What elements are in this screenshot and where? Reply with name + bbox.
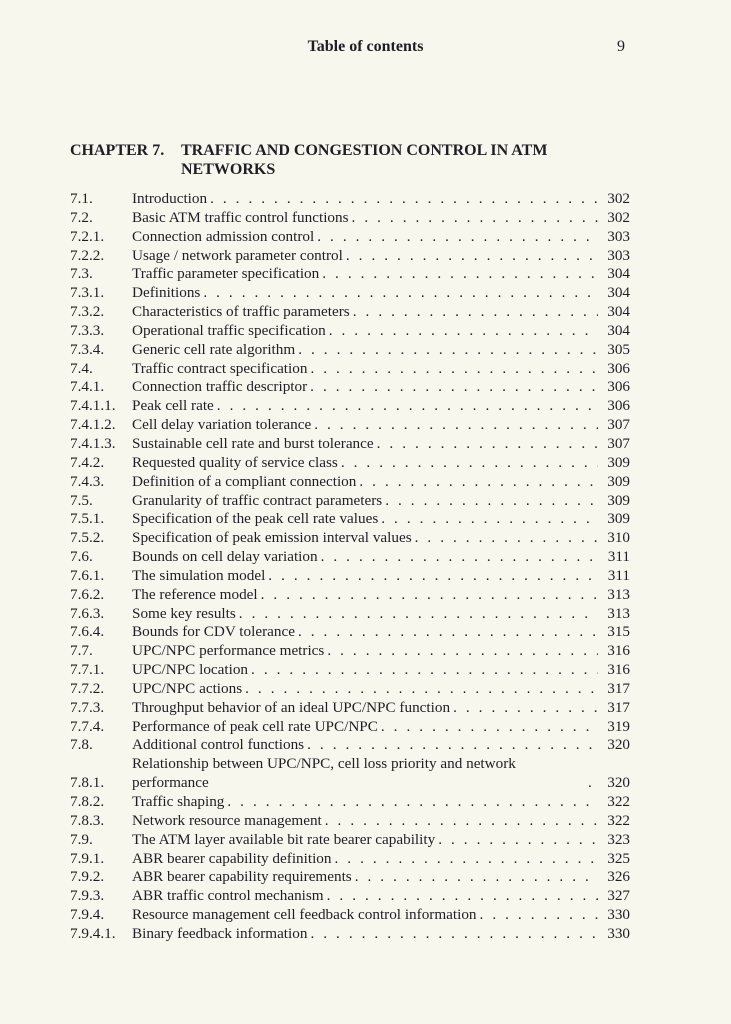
toc-entry (70, 868, 630, 887)
toc-entry-page: 325 (607, 849, 630, 867)
running-header (0, 38, 731, 62)
dot-leader (314, 416, 598, 435)
toc-entry (70, 416, 630, 435)
dot-leader (298, 623, 598, 642)
toc-entry-title: Usage / network parameter control (132, 246, 343, 264)
toc-entry-page: 320 (607, 774, 630, 792)
toc-entry-title: Introduction (132, 190, 208, 207)
toc-entry-page: 330 (607, 924, 630, 942)
toc-entry-page: 306 (607, 359, 630, 377)
toc-entry (70, 699, 630, 718)
page-number: 9 (617, 38, 625, 55)
dot-leader (251, 661, 598, 680)
toc-entry-number: 7.4.1. (70, 378, 105, 396)
toc-entry-page: 309 (607, 491, 630, 509)
toc-entry-number: 7.6.2. (70, 585, 105, 603)
chapter-title: TRAFFIC AND CONGESTION CONTROL IN ATM NETWORKS (181, 142, 548, 178)
toc-entry (70, 228, 630, 247)
toc-entry-page: 303 (607, 227, 630, 245)
toc-entry-page: 315 (607, 623, 630, 641)
toc-entry-title: Peak cell rate (132, 397, 214, 415)
dot-leader (307, 736, 598, 755)
toc-entry-title: Characteristics of traffic parameters (132, 303, 350, 321)
dot-leader (298, 341, 598, 360)
toc-entry (70, 906, 630, 925)
toc-entry-title: ABR traffic control mechanism (132, 887, 324, 905)
toc-entry-number: 7.4.1.2. (70, 416, 116, 434)
toc-entry-title: Resource management cell feedback control information (132, 906, 477, 924)
toc-entry-number: 7.8.1. (70, 774, 105, 792)
dot-leader (453, 699, 598, 718)
toc-entry-page: 304 (607, 265, 630, 283)
toc-entry-page: 323 (607, 830, 630, 848)
toc-entry (70, 209, 630, 228)
toc-entry-title: ABR bearer capability definition (132, 849, 332, 867)
toc-entry-title: Additional control functions (132, 736, 305, 754)
toc-entry-page: 304 (607, 284, 630, 302)
dot-leader (341, 454, 598, 473)
toc-entry (70, 284, 630, 303)
toc-entry (70, 605, 630, 624)
toc-entry-title: Some key results (132, 604, 236, 622)
toc-entry-number: 7.4. (70, 359, 93, 377)
toc-entry-number: 7.7.4. (70, 717, 105, 735)
toc-entry-title: Connection traffic descriptor (132, 378, 308, 396)
toc-list (70, 190, 630, 944)
toc-entry-number: 7.4.1.1. (70, 397, 116, 415)
toc-entry (70, 887, 630, 906)
toc-entry (70, 473, 630, 492)
dot-leader (325, 812, 598, 831)
toc-entry-title: Binary feedback information (132, 924, 308, 942)
toc-entry (70, 793, 630, 812)
dot-leader (377, 435, 598, 454)
toc-entry-page: 330 (607, 906, 630, 924)
toc-entry (70, 812, 630, 831)
dot-leader (329, 322, 598, 341)
toc-entry (70, 548, 630, 567)
toc-entry-number: 7.6.4. (70, 623, 105, 641)
toc-entry-number: 7.8.2. (70, 793, 105, 810)
dot-leader (359, 473, 598, 492)
toc-entry-page: 319 (607, 717, 630, 735)
dot-leader (217, 397, 598, 416)
toc-entry-page: 327 (607, 887, 630, 905)
toc-entry-title: Bounds on cell delay variation (132, 548, 318, 566)
toc-entry-title: Specification of the peak cell rate values (132, 510, 379, 528)
toc-entry (70, 397, 630, 416)
toc-entry-number: 7.6.1. (70, 566, 105, 584)
toc-entry-page: 316 (607, 661, 630, 679)
toc-entry-number: 7.9.4. (70, 906, 105, 924)
dot-leader (352, 209, 598, 228)
toc-entry-page: 307 (607, 416, 630, 434)
toc-entry-page: 311 (607, 548, 630, 566)
toc-entry-page: 313 (607, 585, 630, 603)
toc-entry-number: 7.3.3. (70, 321, 105, 339)
dot-leader (415, 529, 598, 548)
toc-entry (70, 341, 630, 360)
toc-entry (70, 623, 630, 642)
toc-entry-page: 305 (607, 340, 630, 358)
toc-entry-number: 7.2.2. (70, 246, 105, 264)
toc-entry (70, 303, 630, 322)
toc-entry-number: 7.4.2. (70, 453, 105, 471)
toc-entry-number: 7.7.2. (70, 679, 105, 697)
toc-entry-title: UPC/NPC location (132, 661, 249, 679)
dot-leader (227, 793, 598, 812)
toc-entry-title: The ATM layer available bit rate bearer capability (132, 830, 436, 848)
toc-entry-title: Traffic contract specification (132, 359, 308, 377)
dot-leader (310, 925, 598, 944)
toc-entry (70, 492, 630, 511)
toc-entry-page: 322 (607, 811, 630, 829)
toc-entry-title: Traffic shaping (132, 793, 225, 810)
toc-entry-title: ABR bearer capability requirements (132, 868, 352, 886)
toc-entry-page: 313 (607, 604, 630, 622)
toc-entry (70, 435, 630, 454)
toc-entry-title: Granularity of traffic contract parameters (132, 491, 383, 509)
toc-entry-title: The reference model (132, 585, 258, 603)
dot-leader (321, 548, 598, 567)
toc-entry-title: Definitions (132, 284, 201, 302)
dot-leader (239, 605, 598, 624)
toc-entry (70, 322, 630, 341)
dot-leader (327, 887, 598, 906)
toc-entry-title: Cell delay variation tolerance (132, 416, 312, 434)
toc-entry (70, 510, 630, 529)
dot-leader (322, 265, 598, 284)
toc-entry (70, 718, 630, 737)
toc-entry-number: 7.7.3. (70, 698, 105, 716)
toc-entry-number: 7.4.3. (70, 472, 105, 490)
toc-entry-title: Traffic parameter specification (132, 265, 320, 283)
toc-entry-number: 7.9.1. (70, 849, 105, 867)
toc-entry (70, 247, 630, 266)
toc-entry-page: 309 (607, 453, 630, 471)
dot-leader (334, 850, 598, 869)
chapter-label: CHAPTER 7. (70, 142, 165, 159)
toc-entry-title: Operational traffic specification (132, 321, 326, 339)
dot-leader (203, 284, 598, 303)
toc-entry-number: 7.3.2. (70, 303, 105, 321)
dot-leader (268, 567, 598, 586)
dot-leader (245, 680, 598, 699)
running-title: Table of contents (307, 38, 424, 55)
toc-entry-number: 7.5.1. (70, 510, 105, 528)
toc-entry-number: 7.5. (70, 491, 93, 509)
toc-entry-page: 306 (607, 397, 630, 415)
toc-entry-page: 304 (607, 321, 630, 339)
toc-entry (70, 925, 630, 944)
chapter-heading (70, 141, 630, 179)
toc-entry (70, 360, 630, 379)
toc-entry (70, 736, 630, 755)
toc-entry (70, 642, 630, 661)
toc-entry-title: Basic ATM traffic control functions (132, 208, 349, 226)
toc-entry-page: 317 (607, 698, 630, 716)
toc-entry-title: Requested quality of service class (132, 453, 338, 471)
dot-leader (480, 906, 598, 925)
toc-entry-number: 7.8.3. (70, 811, 105, 829)
toc-entry-title: Sustainable cell rate and burst tolerance (132, 434, 374, 452)
toc-entry-page: 322 (607, 793, 630, 810)
toc-entry-page: 316 (607, 642, 630, 660)
toc-entry (70, 661, 630, 680)
toc-entry (70, 586, 630, 605)
toc-entry-page: 311 (607, 566, 630, 584)
dot-leader (310, 378, 598, 397)
toc-entry-page: 320 (607, 736, 630, 754)
toc-entry-page: 317 (607, 679, 630, 697)
dot-leader (261, 586, 598, 605)
dot-leader (438, 831, 598, 850)
toc-entry-title: Connection admission control (132, 227, 315, 245)
toc-entry-title: UPC/NPC actions (132, 679, 243, 697)
toc-entry-page: 302 (607, 208, 630, 226)
toc-entry-number: 7.3.4. (70, 340, 105, 358)
toc-entry-number: 7.9.4.1. (70, 924, 116, 942)
toc-entry-page: 310 (607, 529, 630, 547)
dot-leader (355, 868, 598, 887)
toc-entry-title: Relationship between UPC/NPC, cell loss priority and network performance (132, 755, 516, 792)
toc-entry-page: 326 (607, 868, 630, 886)
toc-entry-number: 7.3.1. (70, 284, 105, 302)
toc-entry-page: 302 (607, 190, 630, 207)
toc-entry-title: Specification of peak emission interval values (132, 529, 412, 547)
dot-leader (353, 303, 598, 322)
toc-entry-number: 7.2.1. (70, 227, 105, 245)
toc-entry-title: Network resource management (132, 811, 322, 829)
toc-entry (70, 529, 630, 548)
toc-entry-page: 309 (607, 472, 630, 490)
dot-leader (210, 190, 598, 209)
dot-leader (385, 492, 598, 511)
toc-entry-title: Performance of peak cell rate UPC/NPC (132, 717, 378, 735)
toc-entry-number: 7.8. (70, 736, 93, 754)
toc-entry (70, 680, 630, 699)
toc-entry (70, 454, 630, 473)
toc-entry-title: The simulation model (132, 566, 266, 584)
toc-entry-number: 7.2. (70, 208, 93, 226)
toc-entry-number: 7.7. (70, 642, 93, 660)
dot-leader (310, 360, 598, 379)
toc-entry-number: 7.6.3. (70, 604, 105, 622)
dot-leader (327, 642, 598, 661)
toc-entry-title: Bounds for CDV tolerance (132, 623, 295, 641)
toc-entry-number: 7.9. (70, 830, 93, 848)
toc-entry (70, 265, 630, 284)
toc-entry (70, 831, 630, 850)
toc-entry (70, 567, 630, 586)
toc-entry (70, 755, 630, 793)
dot-leader (317, 228, 598, 247)
toc-entry (70, 850, 630, 869)
toc-entry (70, 378, 630, 397)
toc-entry-number: 7.1. (70, 190, 93, 207)
toc-entry-title: Definition of a compliant connection (132, 472, 357, 490)
toc-entry-title: UPC/NPC performance metrics (132, 642, 325, 660)
toc-entry-number: 7.5.2. (70, 529, 105, 547)
toc-entry-number: 7.9.3. (70, 887, 105, 905)
toc-entry-number: 7.9.2. (70, 868, 105, 886)
dot-leader (381, 510, 598, 529)
toc-entry-page: 307 (607, 434, 630, 452)
dot-leader (346, 247, 598, 266)
dot-leader (588, 774, 598, 793)
toc-entry-title: Generic cell rate algorithm (132, 340, 296, 358)
toc-entry (70, 190, 630, 209)
toc-entry-page: 309 (607, 510, 630, 528)
dot-leader (381, 718, 598, 737)
toc-entry-number: 7.4.1.3. (70, 434, 116, 452)
toc-entry-page: 303 (607, 246, 630, 264)
toc-entry-number: 7.7.1. (70, 661, 105, 679)
toc-entry-page: 304 (607, 303, 630, 321)
toc-entry-page: 306 (607, 378, 630, 396)
toc-entry-number: 7.6. (70, 548, 93, 566)
toc-entry-number: 7.3. (70, 265, 93, 283)
toc-entry-title: Throughput behavior of an ideal UPC/NPC function (132, 698, 451, 716)
